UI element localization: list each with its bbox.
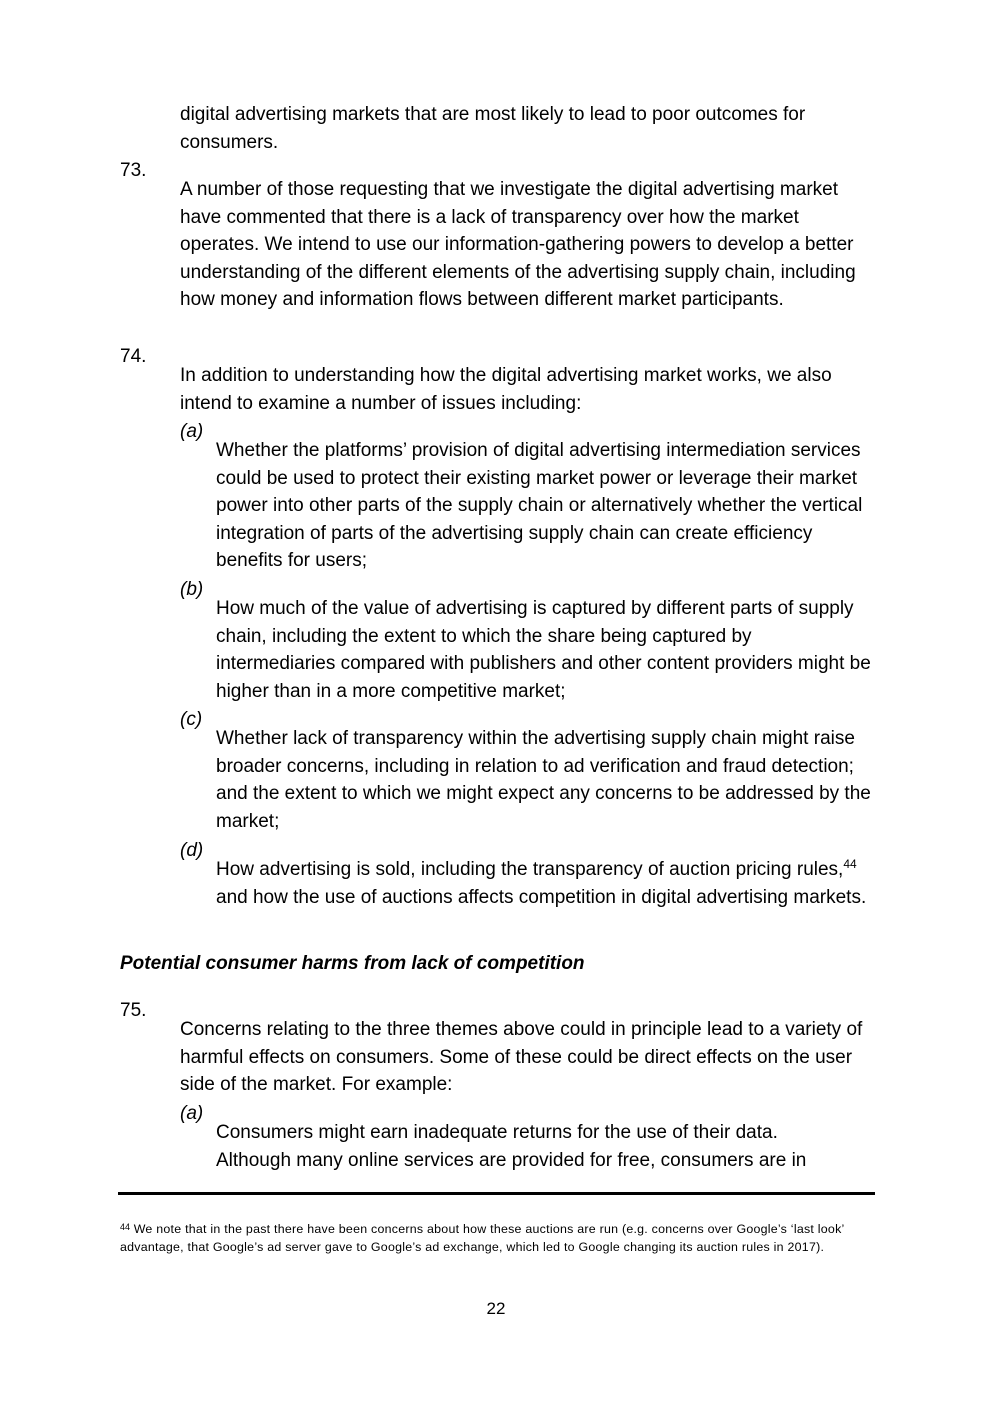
footnote-44 [120, 1219, 860, 1256]
page-number: 22 [486, 1299, 506, 1318]
paragraph-73-text: A number of those requesting that we investigate the digital advertising market have commented that there is a lack of transparency over how the market operates. We intend to use our information-gathering powers to develop a better understanding of the different elements of the advertising supply chain, including how money and information flows between different market participants. [180, 179, 856, 311]
item-a-text: Whether the platforms’ provision of digital advertising intermediation services could be used to protect their existing market power or leverage their market power into other parts of the supply chain or alternatively whether the vertical integration of parts of the advertising supply chain can create efficiency benefits for users; [216, 440, 863, 572]
footnote-number: 44 [120, 1222, 131, 1232]
paragraph-75-text: Concerns relating to the three themes above could in principle lead to a variety of harmful effects on consumers. Some of these could be direct effects on the user side of the market. For example: [180, 1019, 863, 1096]
footnote-reference-44[interactable]: 44 [843, 857, 857, 871]
item-label-75a: (a) [180, 1103, 204, 1124]
item-label-a: (a) [180, 421, 204, 442]
item-c-text: Whether lack of transparency within the advertising supply chain might raise broader concerns, including in relation to ad verification and fraud detection; and the extent to which we might expect any concerns to be addressed by the market; [216, 728, 871, 832]
paragraph-number-73: 73. [120, 160, 147, 181]
item-label-b: (b) [180, 579, 204, 600]
paragraph-number-75: 75. [120, 1000, 147, 1021]
paragraph-74-text: In addition to understanding how the digital advertising market works, we also intend to examine a number of issues including: [180, 365, 832, 414]
item-b-text: How much of the value of advertising is captured by different parts of supply chain, including the extent to which the share being captured by intermediaries compared with publishers and other content providers might be higher than in a more competitive market; [216, 598, 871, 702]
paragraph-number-74: 74. [120, 346, 147, 367]
item-d-text: How advertising is sold, including the transparency of auction pricing rules,$^{44}$ and how the use of auctions affects competition in digital advertising markets. [216, 857, 867, 908]
item-75a-text: Consumers might earn inadequate returns for the use of their data. Although many online services are provided for free, consumers are in [216, 1122, 807, 1171]
continuation-text: digital advertising markets that are most likely to lead to poor outcomes for consumers. [180, 104, 806, 153]
section-heading: Potential consumer harms from lack of competition [120, 953, 585, 974]
footnote-separator [118, 1192, 875, 1195]
item-label-c: (c) [180, 709, 203, 730]
item-label-d: (d) [180, 840, 204, 861]
footnote-text: We note that in the past there have been concerns about how these auctions are run (e.g. concerns over Google’s ‘last look’ advantage, that Google’s ad server gave to Google’s ad exchange, which led to Google changing its auction rules in 2017). [120, 1222, 845, 1254]
